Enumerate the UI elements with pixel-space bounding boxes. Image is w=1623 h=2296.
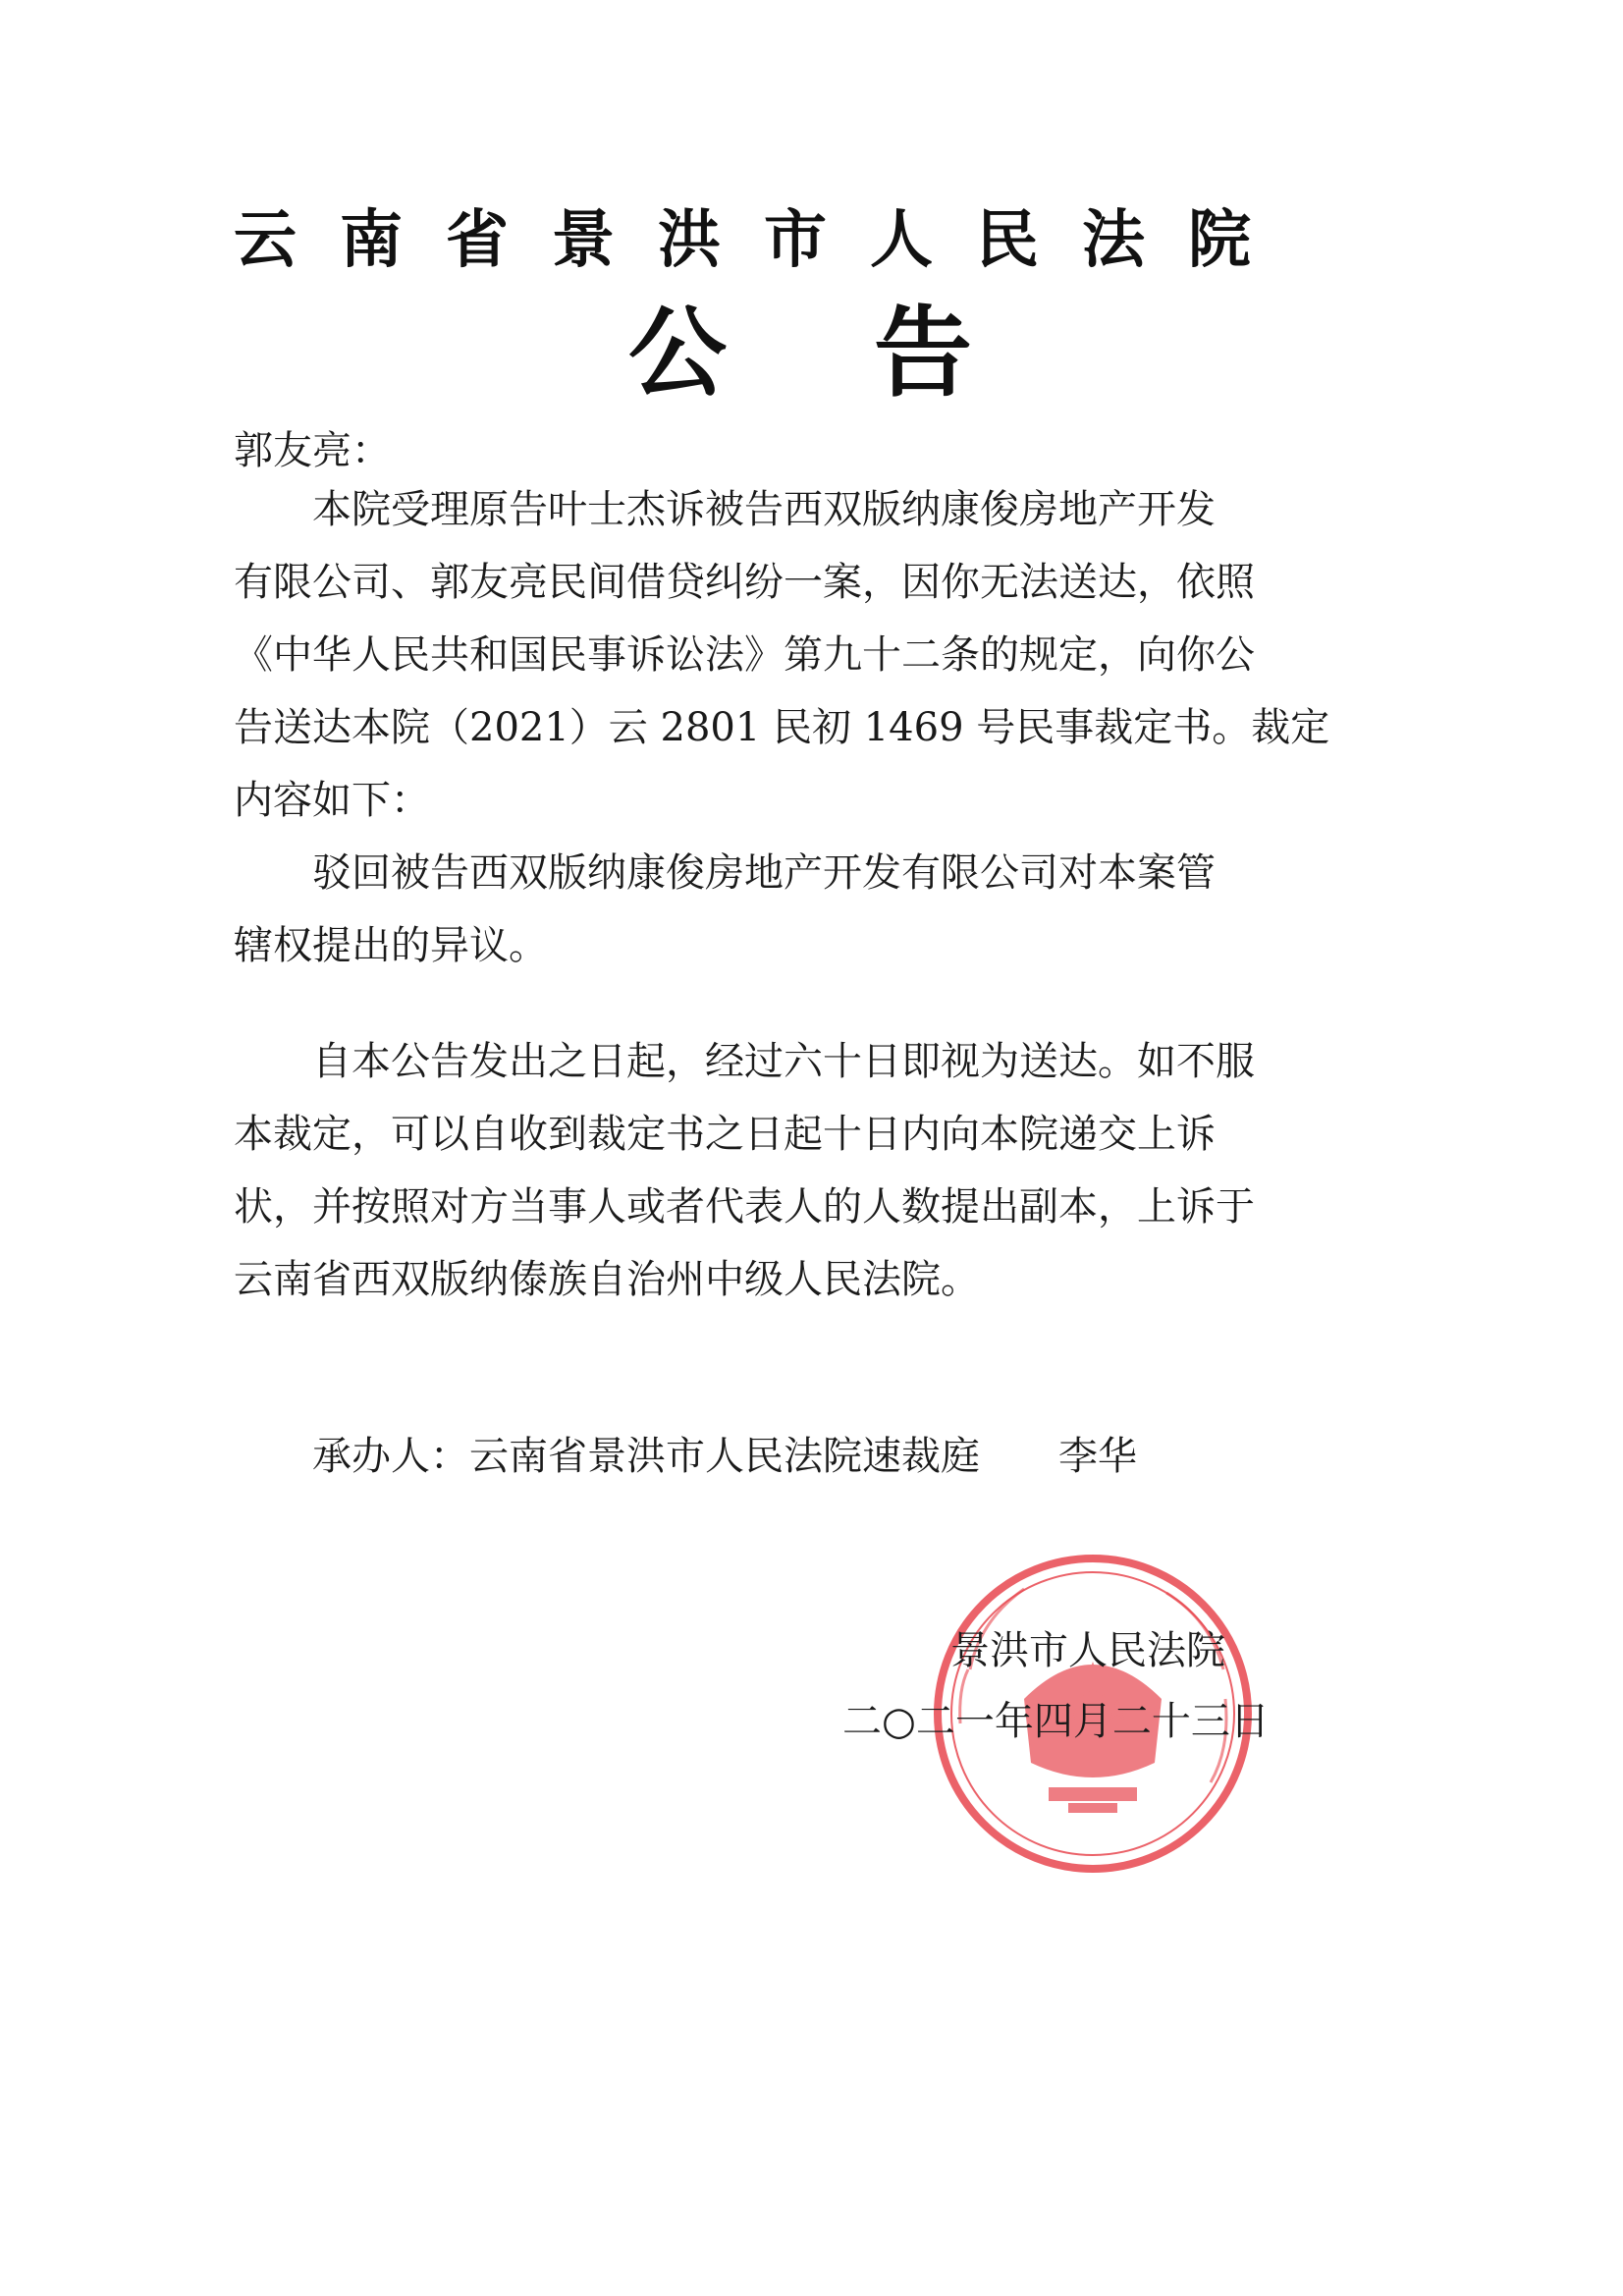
paragraph-line: 状，并按照对方当事人或者代表人的人数提出副本，上诉于 <box>234 1184 1255 1230</box>
paragraph-line: 云南省西双版纳傣族自治州中级人民法院。 <box>234 1257 980 1302</box>
addressee: 郭友亮： <box>234 428 391 473</box>
paragraph-line: 驳回被告西双版纳康俊房地产开发有限公司对本案管 <box>234 850 1216 896</box>
paragraph-line: 《中华人民共和国民事诉讼法》第九十二条的规定，向你公 <box>234 632 1255 678</box>
court-name: 云南省景洪市人民法院 <box>234 204 1294 277</box>
paragraph-line: 有限公司、郭友亮民间借贷纠纷一案，因你无法送达，依照 <box>234 560 1255 605</box>
paragraph-line: 自本公告发出之日起，经过六十日即视为送达。如不服 <box>234 1039 1255 1084</box>
signature-date: 二○二一年四月二十三日 <box>842 1699 1270 1744</box>
paragraph-line: 辖权提出的异议。 <box>234 923 548 968</box>
paragraph-line: 内容如下： <box>234 778 430 823</box>
paragraph-line: 本裁定，可以自收到裁定书之日起十日内向本院递交上诉 <box>234 1112 1216 1157</box>
paragraph-line: 本院受理原告叶士杰诉被告西双版纳康俊房地产开发 <box>234 487 1216 532</box>
paragraph-line: 告送达本院（2021）云 2801 民初 1469 号民事裁定书。裁定 <box>234 705 1330 750</box>
signature-court: 景洪市人民法院 <box>950 1628 1225 1673</box>
doc-title: 公告 <box>628 296 1119 410</box>
handler-line: 承办人：云南省景洪市人民法院速裁庭 李华 <box>234 1434 1137 1479</box>
